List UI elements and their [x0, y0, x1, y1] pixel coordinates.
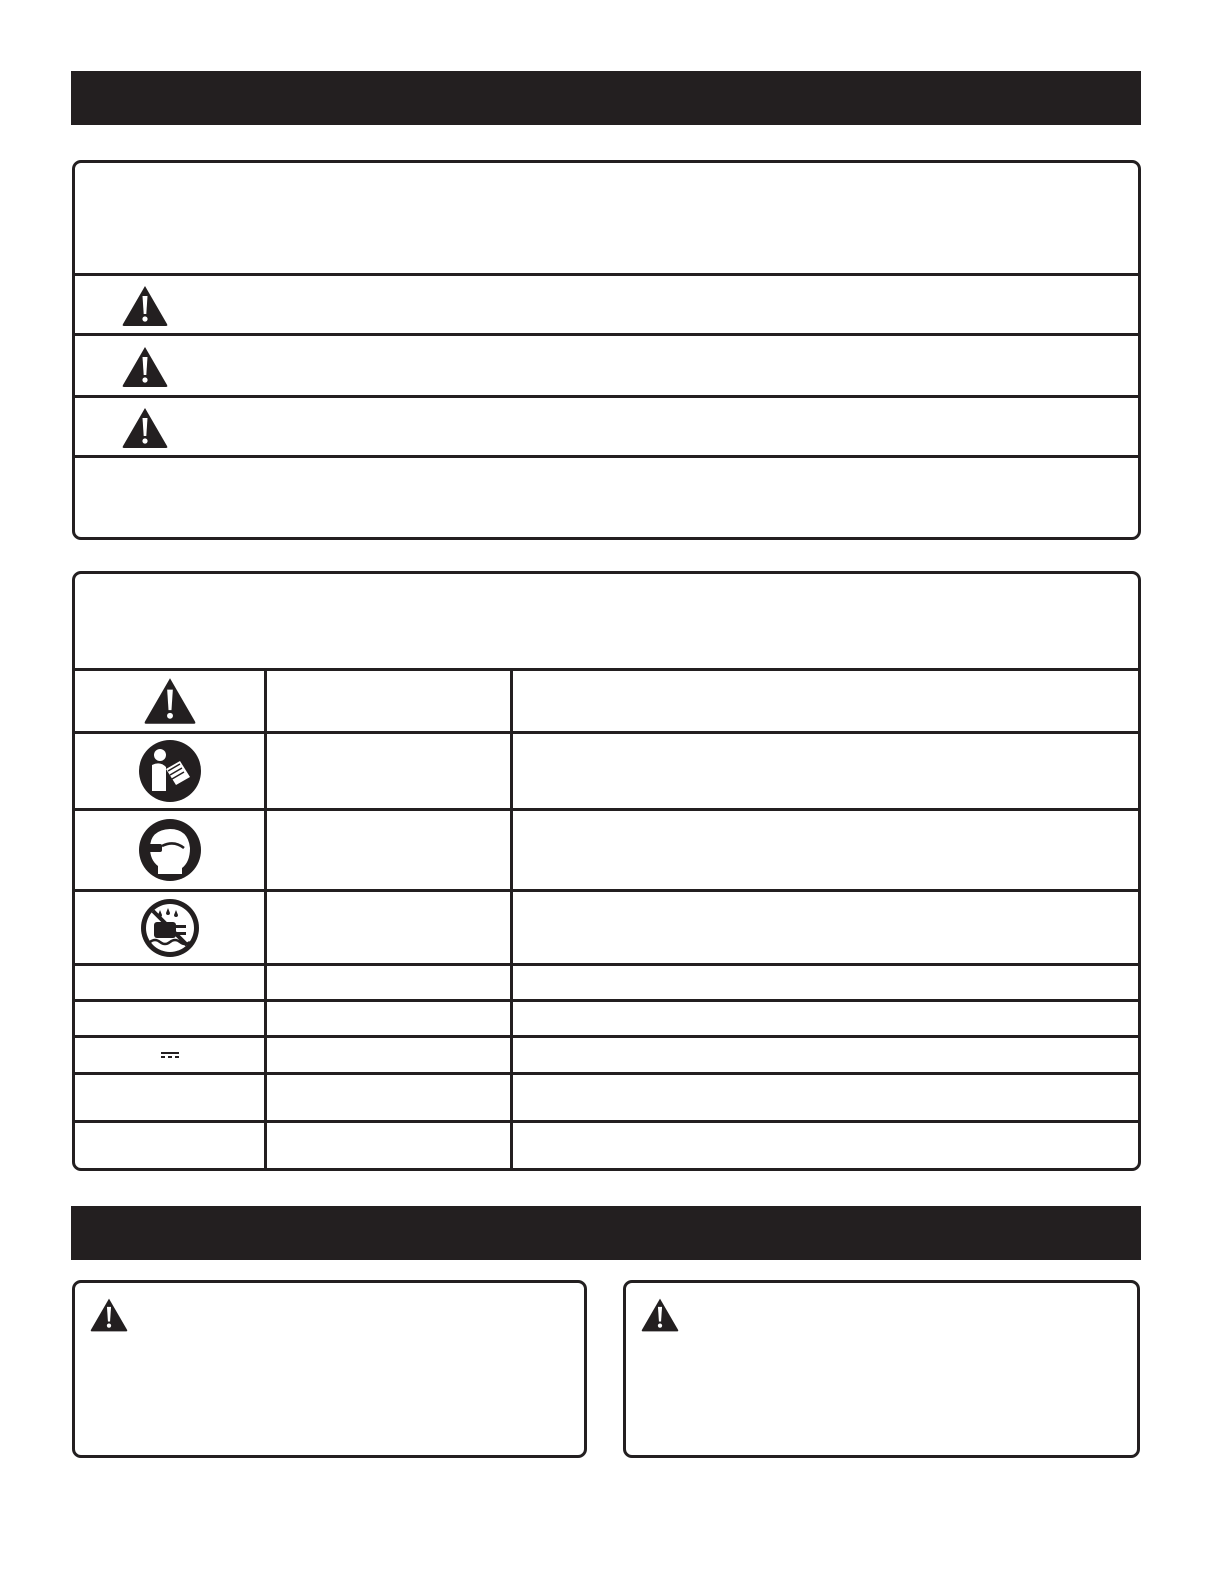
- read-operators-manual-icon: [138, 739, 202, 803]
- direct-current-icon: [160, 1051, 180, 1059]
- symbol-row: [75, 963, 1138, 999]
- signal-words-footer-row: [75, 455, 1138, 540]
- signal-words-box: [72, 160, 1141, 540]
- symbol-row: [75, 731, 1138, 808]
- warning-panel: [623, 1280, 1140, 1458]
- warning-triangle-icon: [121, 406, 169, 450]
- warning-triangle-icon: [121, 345, 169, 389]
- section-header-bar: [71, 1206, 1141, 1260]
- warning-panel: [72, 1280, 587, 1458]
- symbol-row: [75, 999, 1138, 1035]
- warning-triangle-icon: [640, 1297, 680, 1333]
- warning-triangle-icon: [89, 1297, 129, 1333]
- symbol-row: [75, 1035, 1138, 1072]
- wear-eye-protection-icon: [138, 818, 202, 882]
- symbol-row: [75, 668, 1138, 731]
- symbol-row: [75, 889, 1138, 963]
- symbols-table: [72, 571, 1141, 1171]
- signal-word-row: [75, 333, 1138, 395]
- symbol-row: [75, 1120, 1138, 1171]
- symbol-row: [75, 808, 1138, 889]
- warning-triangle-icon: [121, 284, 169, 328]
- signal-word-row: [75, 395, 1138, 455]
- safety-alert-icon: [142, 676, 198, 726]
- symbol-row: [75, 1072, 1138, 1120]
- signal-word-row: [75, 273, 1138, 333]
- do-not-expose-to-rain-icon: [140, 898, 200, 958]
- section-header-bar: [71, 71, 1141, 125]
